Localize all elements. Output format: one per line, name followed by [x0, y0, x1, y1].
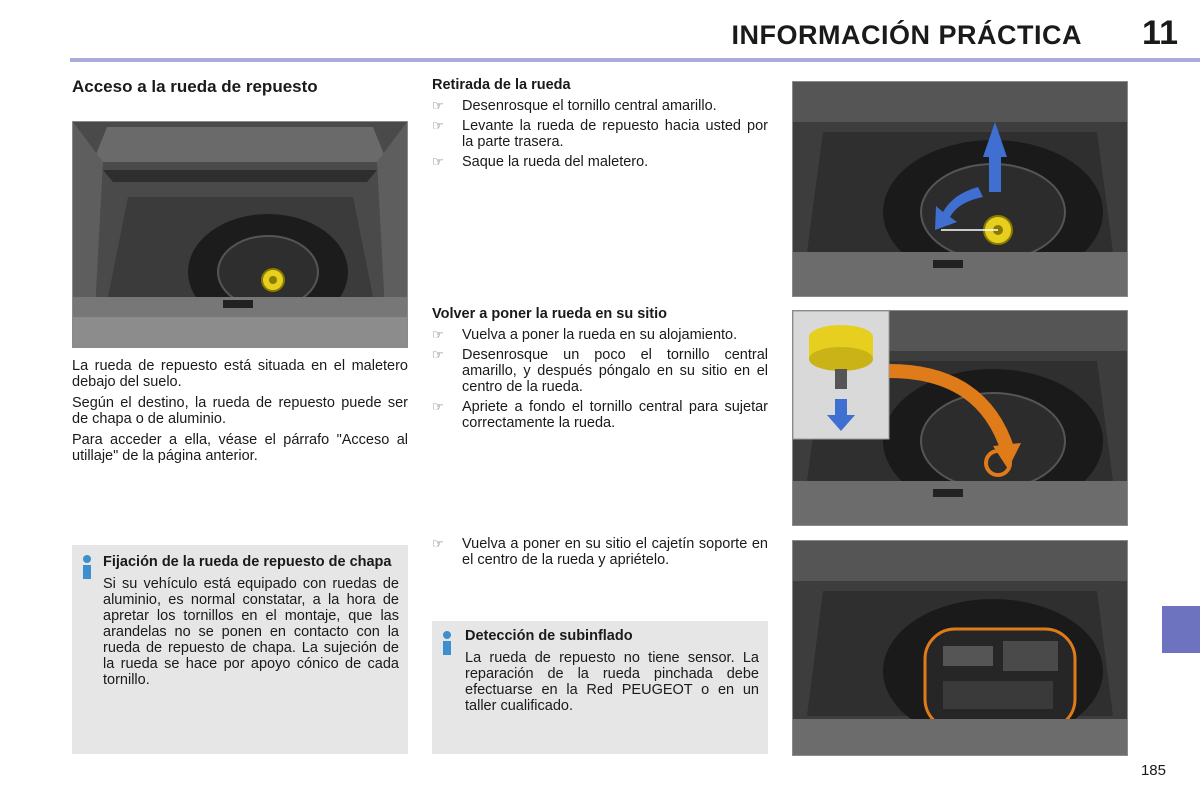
- list-item: ☞ Desenrosque el tornillo central amarillo.: [432, 98, 717, 114]
- intro-paragraph: Según el destino, la rueda de repuesto puede ser de chapa o de aluminio.: [72, 395, 408, 427]
- list-item: ☞ Saque la rueda del maletero.: [432, 154, 649, 170]
- pointing-hand-icon: ☞: [432, 327, 444, 342]
- info-icon: [82, 555, 92, 579]
- pointing-hand-icon: ☞: [432, 98, 444, 113]
- info-box-text: La rueda de repuesto no tiene sensor. La reparación de la rueda pinchada debe efectuarse en la Red PEUGEOT o en un taller cualificado.: [465, 650, 759, 714]
- list-item: ☞ Desenrosque un poco el tornillo central amarillo, y después póngalo en su sitio en el centro de la rueda.: [432, 347, 768, 395]
- removal-title: Retirada de la rueda: [432, 77, 571, 93]
- toolbox-photo: [792, 540, 1128, 756]
- refit-section: [432, 306, 768, 435]
- info-box-title: Fijación de la rueda de repuesto de chapa: [103, 554, 392, 570]
- refit-photo: [792, 310, 1128, 526]
- page-number: 185: [1140, 762, 1166, 779]
- pointing-hand-icon: ☞: [432, 118, 444, 133]
- removal-section: [432, 77, 768, 174]
- pointing-hand-icon: ☞: [432, 536, 444, 551]
- list-item: ☞ Levante la rueda de repuesto hacia usted por la parte trasera.: [432, 118, 768, 150]
- removal-steps: [432, 98, 768, 170]
- info-box-text: Si su vehículo está equipado con ruedas de aluminio, es normal constatar, a la hora de apretar los tornillos en el montaje, que las arandelas no se ponen en contacto con la rueda de repuesto de chapa. La sujeción de la rueda se hace por apoyo cónico de cada tornillo.: [103, 576, 399, 688]
- chapter-title: INFORMACIÓN PRÁCTICA: [731, 20, 1082, 50]
- info-box-steel-wheel: [72, 545, 408, 754]
- info-box-title: Detección de subinflado: [465, 628, 633, 644]
- pointing-hand-icon: ☞: [432, 347, 444, 362]
- refit-title: Volver a poner la rueda en su sitio: [432, 306, 668, 322]
- intro-text: [72, 358, 408, 469]
- info-box-underinflation: [432, 621, 768, 754]
- list-item: ☞ Vuelva a poner en su sitio el cajetín soporte en el centro de la rueda y apriételo.: [432, 536, 768, 568]
- info-icon: [442, 631, 452, 655]
- intro-paragraph: La rueda de repuesto está situada en el maletero debajo del suelo.: [72, 358, 408, 390]
- trunk-overview-photo: [72, 121, 408, 348]
- list-item: ☞ Vuelva a poner la rueda en su alojamiento.: [432, 327, 738, 343]
- chapter-tab: [1162, 606, 1200, 653]
- extra-step-section: [432, 536, 768, 572]
- pointing-hand-icon: ☞: [432, 154, 444, 169]
- chapter-number: 11: [1142, 14, 1178, 52]
- section-title: Acceso a la rueda de repuesto: [72, 77, 318, 96]
- header-rule: [70, 58, 1200, 62]
- refit-steps: [432, 327, 768, 431]
- list-item: ☞ Apriete a fondo el tornillo central para sujetar correctamente la rueda.: [432, 399, 768, 431]
- pointing-hand-icon: ☞: [432, 399, 444, 414]
- intro-paragraph: Para acceder a ella, véase el párrafo "Acceso al utillaje" de la página anterior.: [72, 432, 408, 464]
- removal-photo: [792, 81, 1128, 297]
